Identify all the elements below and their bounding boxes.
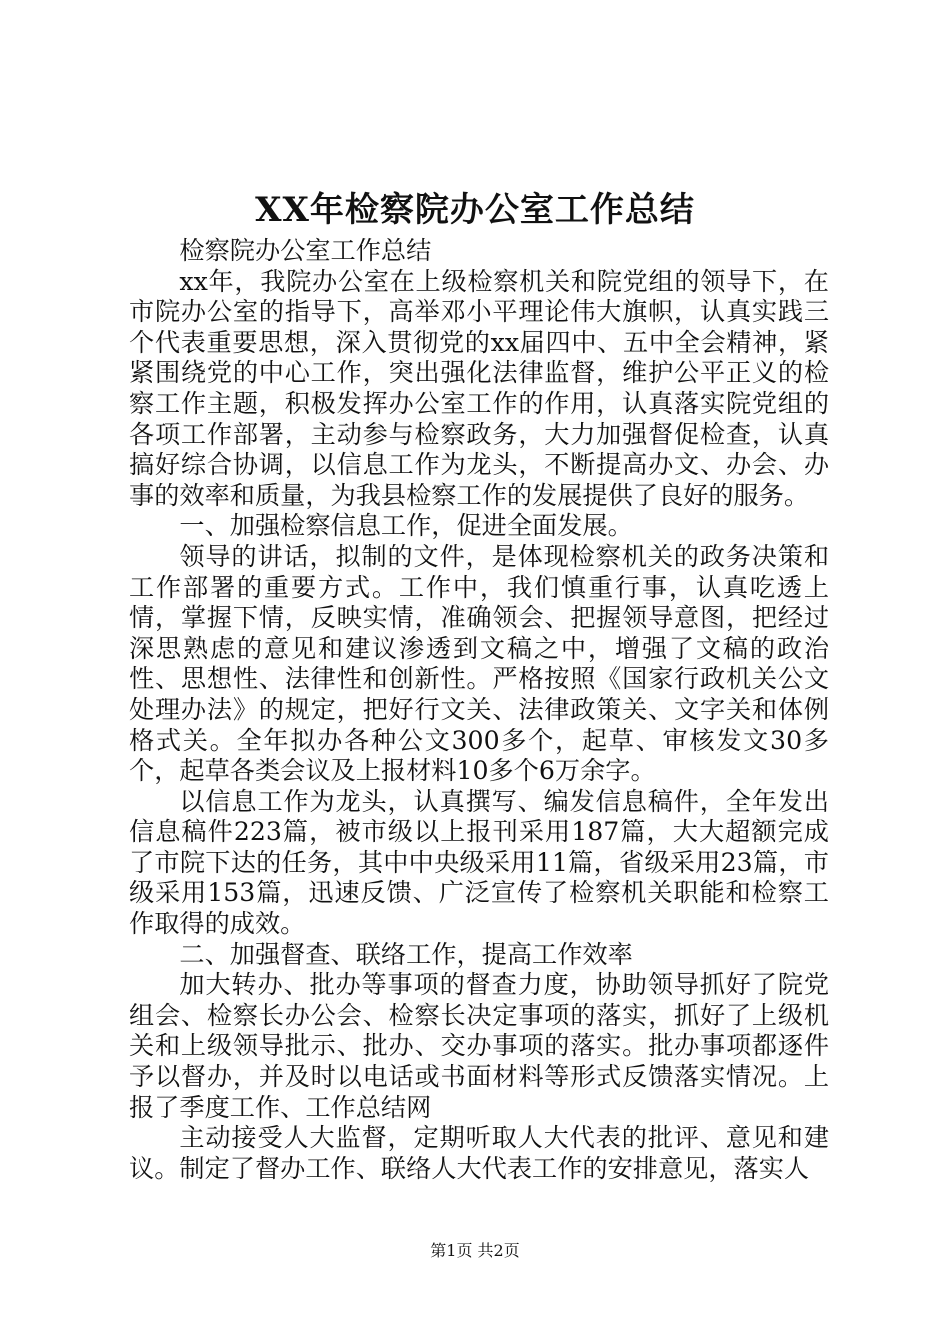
- body-paragraph: 领导的讲话，拟制的文件，是体现检察机关的政务决策和工作部署的重要方式。工作中，我们慎重行事，认真吃透上情，掌握下情，反映实情，准确领会、把握领导意图，把经过深思熟虑的意见和建议渗透到文稿之中，增强了文稿的政治性、思想性、法律性和创新性。严格按照《国家行政机关公文处理办法》的规定，把好行文关、法律政策关、文字关和体例格式关。全年拟办各种公文300多个，起草、审核发文30多个，起草各类会议及上报材料10多个6万余字。: [129, 541, 829, 786]
- section-heading: 二、加强督查、联络工作，提高工作效率: [179, 939, 633, 969]
- document-title: XX年检察院办公室工作总结: [255, 190, 695, 230]
- page-number-footer: 第1页 共2页: [430, 1241, 520, 1260]
- document-body: [129, 236, 829, 1184]
- section-heading: 一、加强检察信息工作，促进全面发展。: [179, 511, 633, 541]
- subtitle-paragraph: 检察院办公室工作总结: [179, 236, 432, 265]
- body-paragraph: 以信息工作为龙头，认真撰写、编发信息稿件，全年发出信息稿件223篇，被市级以上报刊采用187篇，大大超额完成了市院下达的任务，其中中央级采用11篇，省级采用23篇，市级采用153篇，迅速反馈、广泛宣传了检察机关职能和检察工作取得的成效。: [129, 786, 829, 939]
- body-paragraph: xx年，我院办公室在上级检察机关和院党组的领导下，在市院办公室的指导下，高举邓小平理论伟大旗帜，认真实践三个代表重要思想，深入贯彻党的xx届四中、五中全会精神，紧紧围绕党的中心工作，突出强化法律监督，维护公平正义的检察工作主题，积极发挥办公室工作的作用，认真落实院党组的各项工作部署，主动参与检察政务，大力加强督促检查，认真搞好综合协调，以信息工作为龙头，不断提高办文、办会、办事的效率和质量，为我县检察工作的发展提供了良好的服务。: [129, 266, 829, 510]
- body-paragraph: 加大转办、批办等事项的督查力度，协助领导抓好了院党组会、检察长办公会、检察长决定事项的落实，抓好了上级机关和上级领导批示、批办、交办事项的落实。批办事项都逐件予以督办，并及时以电话或书面材料等形式反馈落实情况。上报了季度工作、工作总结网: [129, 970, 829, 1122]
- body-paragraph: 主动接受人大监督，定期听取人大代表的批评、意见和建议。制定了督办工作、联络人大代表工作的安排意见，落实人: [129, 1123, 829, 1183]
